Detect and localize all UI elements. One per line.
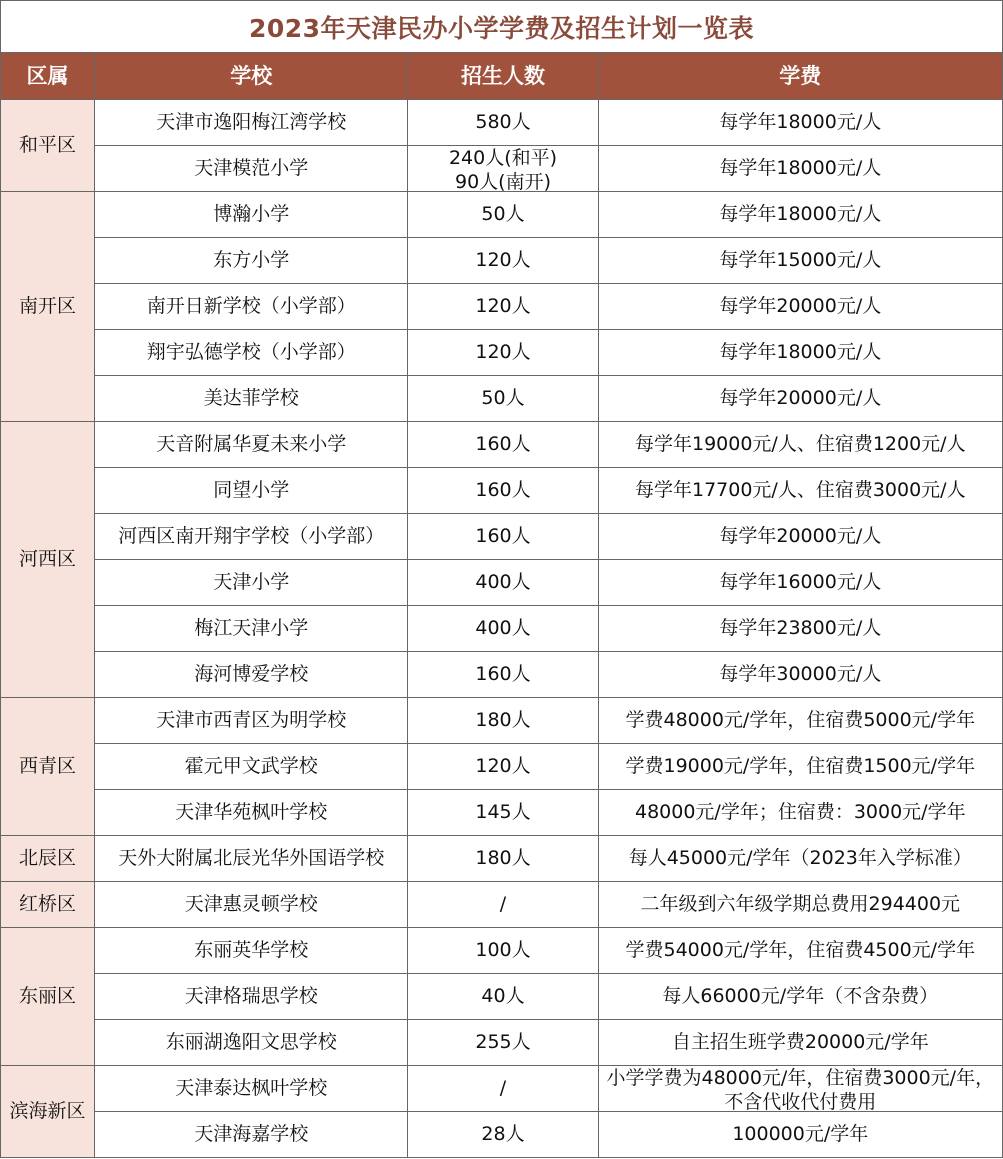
school-cell: 东丽英华学校 bbox=[95, 928, 408, 974]
table-row bbox=[1, 698, 1003, 744]
table-row bbox=[1, 882, 1003, 928]
school-cell: 天外大附属北辰光华外国语学校 bbox=[95, 836, 408, 882]
fee-cell: 100000元/学年 bbox=[598, 1112, 1002, 1158]
school-cell: 南开日新学校（小学部） bbox=[95, 284, 408, 330]
fee-cell: 二年级到六年级学期总费用294400元 bbox=[598, 882, 1002, 928]
district-cell: 北辰区 bbox=[1, 836, 95, 882]
enrollment-cell: 145人 bbox=[408, 790, 598, 836]
table-row bbox=[1, 100, 1003, 146]
school-cell: 博瀚小学 bbox=[95, 192, 408, 238]
fee-cell: 学费54000元/学年，住宿费4500元/学年 bbox=[598, 928, 1002, 974]
school-cell: 天津格瑞思学校 bbox=[95, 974, 408, 1020]
enrollment-cell: 580人 bbox=[408, 100, 598, 146]
school-cell: 东丽湖逸阳文思学校 bbox=[95, 1020, 408, 1066]
fee-cell: 每学年15000元/人 bbox=[598, 238, 1002, 284]
fee-cell bbox=[598, 1066, 1002, 1112]
table-row bbox=[1, 928, 1003, 974]
table-row bbox=[1, 836, 1003, 882]
fee-cell: 每学年20000元/人 bbox=[598, 514, 1002, 560]
table-row bbox=[1, 468, 1003, 514]
fee-cell: 每学年18000元/人 bbox=[598, 100, 1002, 146]
school-cell: 天音附属华夏未来小学 bbox=[95, 422, 408, 468]
table-row bbox=[1, 1112, 1003, 1158]
table-row bbox=[1, 146, 1003, 192]
enrollment-cell: / bbox=[408, 1066, 598, 1112]
header-school: 学校 bbox=[95, 53, 408, 100]
enrollment-cell: 180人 bbox=[408, 836, 598, 882]
enrollment-cell: / bbox=[408, 882, 598, 928]
school-cell: 天津市西青区为明学校 bbox=[95, 698, 408, 744]
table-row bbox=[1, 1066, 1003, 1112]
school-cell: 东方小学 bbox=[95, 238, 408, 284]
school-cell: 天津小学 bbox=[95, 560, 408, 606]
table-title: 2023年天津民办小学学费及招生计划一览表 bbox=[0, 0, 1003, 52]
district-cell: 东丽区 bbox=[1, 928, 95, 1066]
district-cell: 南开区 bbox=[1, 192, 95, 422]
enrollment-cell: 160人 bbox=[408, 652, 598, 698]
school-cell: 同望小学 bbox=[95, 468, 408, 514]
enrollment-cell bbox=[408, 146, 598, 192]
school-cell: 翔宇弘德学校（小学部） bbox=[95, 330, 408, 376]
school-cell: 海河博爱学校 bbox=[95, 652, 408, 698]
district-cell: 河西区 bbox=[1, 422, 95, 698]
table-row bbox=[1, 284, 1003, 330]
tuition-table bbox=[0, 52, 1003, 1158]
enrollment-cell: 160人 bbox=[408, 422, 598, 468]
fee-cell: 每学年18000元/人 bbox=[598, 146, 1002, 192]
enrollment-cell: 28人 bbox=[408, 1112, 598, 1158]
table-row bbox=[1, 422, 1003, 468]
school-cell: 天津泰达枫叶学校 bbox=[95, 1066, 408, 1112]
table-row bbox=[1, 744, 1003, 790]
school-cell: 霍元甲文武学校 bbox=[95, 744, 408, 790]
enrollment-cell: 400人 bbox=[408, 560, 598, 606]
table-row bbox=[1, 330, 1003, 376]
fee-cell: 每学年20000元/人 bbox=[598, 376, 1002, 422]
enrollment-cell: 120人 bbox=[408, 744, 598, 790]
fee-cell: 每学年17700元/人、住宿费3000元/人 bbox=[598, 468, 1002, 514]
header-fee: 学费 bbox=[598, 53, 1002, 100]
enrollment-cell: 120人 bbox=[408, 238, 598, 284]
table-row bbox=[1, 560, 1003, 606]
table-row bbox=[1, 652, 1003, 698]
fee-cell: 48000元/学年；住宿费：3000元/学年 bbox=[598, 790, 1002, 836]
school-cell: 天津华苑枫叶学校 bbox=[95, 790, 408, 836]
enrollment-cell-line: 90人(南开) bbox=[454, 171, 551, 191]
fee-cell: 每学年18000元/人 bbox=[598, 330, 1002, 376]
table-row bbox=[1, 376, 1003, 422]
district-cell: 和平区 bbox=[1, 100, 95, 192]
fee-cell: 每学年30000元/人 bbox=[598, 652, 1002, 698]
table-row bbox=[1, 606, 1003, 652]
fee-cell: 每学年16000元/人 bbox=[598, 560, 1002, 606]
district-cell: 红桥区 bbox=[1, 882, 95, 928]
table-row bbox=[1, 238, 1003, 284]
fee-cell: 每学年19000元/人、住宿费1200元/人 bbox=[598, 422, 1002, 468]
enrollment-cell-line: 240人(和平) bbox=[448, 147, 558, 169]
header-district: 区属 bbox=[1, 53, 95, 100]
table-row bbox=[1, 514, 1003, 560]
table-row bbox=[1, 192, 1003, 238]
header-enrollment: 招生人数 bbox=[408, 53, 598, 100]
enrollment-cell: 40人 bbox=[408, 974, 598, 1020]
enrollment-cell: 255人 bbox=[408, 1020, 598, 1066]
enrollment-cell: 50人 bbox=[408, 376, 598, 422]
fee-cell: 每学年23800元/人 bbox=[598, 606, 1002, 652]
fee-cell-lines bbox=[599, 1066, 1002, 1111]
school-cell: 美达菲学校 bbox=[95, 376, 408, 422]
fee-cell: 每学年18000元/人 bbox=[598, 192, 1002, 238]
fee-cell: 自主招生班学费20000元/学年 bbox=[598, 1020, 1002, 1066]
header-row bbox=[1, 53, 1003, 100]
enrollment-cell: 400人 bbox=[408, 606, 598, 652]
fee-cell: 每学年20000元/人 bbox=[598, 284, 1002, 330]
fee-cell-line: 小学学费为48000元/年，住宿费3000元/年， bbox=[606, 1067, 995, 1089]
enrollment-cell: 180人 bbox=[408, 698, 598, 744]
school-cell: 天津惠灵顿学校 bbox=[95, 882, 408, 928]
fee-cell: 每人66000元/学年（不含杂费） bbox=[598, 974, 1002, 1020]
fee-cell-line: 不含代收代付费用 bbox=[724, 1091, 877, 1111]
table-body bbox=[1, 100, 1003, 1158]
school-cell: 天津市逸阳梅江湾学校 bbox=[95, 100, 408, 146]
school-cell: 天津海嘉学校 bbox=[95, 1112, 408, 1158]
enrollment-cell-lines bbox=[408, 146, 597, 191]
table-row bbox=[1, 1020, 1003, 1066]
enrollment-cell: 100人 bbox=[408, 928, 598, 974]
table-row bbox=[1, 790, 1003, 836]
enrollment-cell: 160人 bbox=[408, 468, 598, 514]
school-cell: 天津模范小学 bbox=[95, 146, 408, 192]
enrollment-cell: 120人 bbox=[408, 330, 598, 376]
district-cell: 西青区 bbox=[1, 698, 95, 836]
table-row bbox=[1, 974, 1003, 1020]
enrollment-cell: 160人 bbox=[408, 514, 598, 560]
school-cell: 梅江天津小学 bbox=[95, 606, 408, 652]
school-cell: 河西区南开翔宇学校（小学部） bbox=[95, 514, 408, 560]
enrollment-cell: 50人 bbox=[408, 192, 598, 238]
district-cell: 滨海新区 bbox=[1, 1066, 95, 1158]
fee-cell: 每人45000元/学年（2023年入学标准） bbox=[598, 836, 1002, 882]
fee-cell: 学费19000元/学年，住宿费1500元/学年 bbox=[598, 744, 1002, 790]
enrollment-cell: 120人 bbox=[408, 284, 598, 330]
fee-cell: 学费48000元/学年，住宿费5000元/学年 bbox=[598, 698, 1002, 744]
